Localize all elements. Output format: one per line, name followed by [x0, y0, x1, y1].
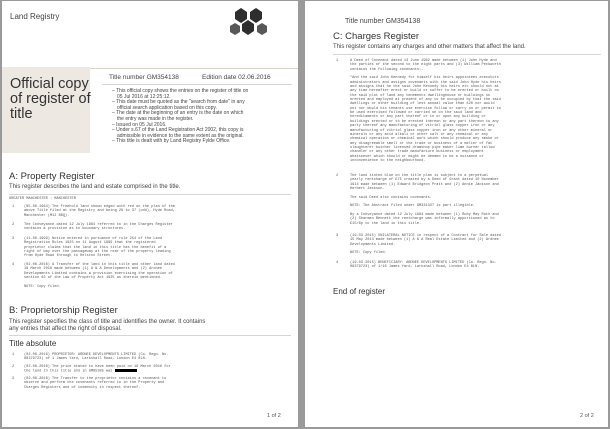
proprietorship-entry: (02.06.2016) The Transfer to the proprietor contains a covenant to observe and perform the covenants referred to in the Property and Charges Registers and of indemnity in respect thereof.	[24, 377, 167, 390]
note-line: the entry was made in the register.	[117, 115, 194, 122]
register-page-1	[2, 1, 298, 427]
charges-entry: (19.03.2015) BENEFICIARY: ARDNEE DEVELOPMENTS LIMITED (Co. Regn. No. 08379723) of 1/16 James Yard, Larkshall Road, London E4 8LN.	[350, 261, 497, 270]
entry-number: 1	[12, 353, 15, 357]
official-copy-title-line: of register of	[10, 91, 91, 107]
note-line: – The date at the beginning of an entry is the date on which	[112, 110, 244, 117]
redaction-mark	[115, 369, 137, 372]
entry-number: 3	[12, 377, 15, 381]
property-register-subtitle: This register describes the land and estate comprised in the title.	[9, 184, 181, 190]
entry-number: 4	[336, 261, 339, 265]
note-line: official search application based on this copy.	[117, 104, 217, 111]
land-registry-logo-icon	[229, 4, 269, 40]
charges-entry: (19.03.2015) UNILATERAL NOTICE in respect of a Contract for Sale dated 15 May 2013 made between (1) A & A Real Estate Limited and (2) Ardnee Developments Limited. NOTE: Copy filed.	[350, 234, 501, 256]
location-line: GREATER MANCHESTER : MANCHESTER	[9, 197, 76, 201]
property-register-heading: A: Property Register	[9, 171, 95, 182]
entry-number: 3	[336, 234, 339, 238]
official-copy-title-line: Official copy	[10, 76, 89, 92]
title-rule	[102, 84, 292, 85]
property-entry: (11.06.1999) Notice entered in pursuance of rule 254 of the Land Registration Rules 1925 on 11 August 1999 that the registered proprietor claims that the land in this title has the benefit of a right of way over the passageway at the rear of the property leading from Hyde Road through to Helston Street.	[24, 237, 171, 259]
end-of-register: End of register	[333, 287, 386, 296]
charges-entry: A Deed of Covenant dated 13 June 1962 made between (1) John Hyde and the parties of the second to the eight parts and (3) William Peckworth contains the following covenants:- "And the said John Kennedy for himself his heirs appointees executors administrators and assigns covenants with the said John Hyde his heirs and assigns that he the said John Kennedy his heirs etc should not at any time hereafter erect or build or suffer to be erected or built on the said plot of land any tenements dwellinghouse or buildings so erected and employed at present of any to be occupied by that the said dwellings or other building of less annual value than £20 nor would not nor would his tenants use exercise follow or carry on or permit to be used exercised followed or carried on on the said land and hereditaments or any part thereof or in or upon any building or buildings erected or to be erected thereon or any part thereon to any party thereof any manufacturing of vitriol glass copper iron or any manufacturing of vitriol glass copper iron or any other mineral or minerals or any acid alkali or other salt or any chemical or any chemical operation or chemical work which should produce any smoke or any disagreeable smell or the trade or business of a melter of fat slaughterer butcher licensed dramshop pipe maker lime burner tallow chandler or any other trade manufacture business or employment whatsoever which should or might be deemed to be a nuisance or inconvenience to the neighbourhood.	[350, 59, 501, 163]
entry-number: 1	[336, 59, 339, 63]
register-page-2	[305, 1, 608, 427]
charges-register-subtitle: This register contains any charges and other matters that affect the land.	[333, 44, 526, 50]
land-registry-brand: Land Registry	[10, 12, 60, 21]
entry-number: 2	[12, 223, 15, 227]
copy-filed-note: NOTE: Copy filed.	[24, 285, 61, 289]
page-number: 1 of 2	[267, 413, 281, 419]
entry-number: 2	[12, 365, 15, 369]
section-rule	[9, 335, 291, 336]
property-entry: The Conveyance dated 12 July 1964 referred to in the Charges Register contains a provision as to boundary structures.	[24, 223, 173, 232]
note-line: admissible in evidence to the same extent as the original.	[117, 132, 244, 139]
property-entry: (02.06.2016) A Transfer of the land in this title and other land dated 18 March 2016 made between (1) A & A Developments and (2) Ardnee Developments Limited contains a provision exercising the operation of section 62 of the Law of Property Act 1925 as therein mentioned.	[24, 263, 175, 281]
charges-register-heading: C: Charges Register	[333, 31, 420, 42]
proprietorship-entry: (02.06.2016) The price stated to have been paid on 18 March 2016 for the land in this title and in GM85385 was	[24, 365, 171, 374]
proprietorship-entry: (02.06.2016) PROPRIETOR: ARDNEE DEVELOPMENTS LIMITED (Co. Regn. No. 08379723) of 1 James Yard, Larkshall Road, London E4 8LN.	[24, 353, 169, 362]
note-line: – Issued on 05 Jul 2016.	[112, 121, 167, 128]
section-rule	[333, 54, 601, 55]
title-number: Title number GM354138	[345, 18, 421, 25]
note-line: – Under s.67 of the Land Registration Act 2002, this copy is	[112, 127, 244, 134]
entry-number: 4	[12, 263, 15, 267]
note-line: – This title is dealt with by Land Registry Fylde Office.	[112, 138, 231, 145]
title-number: Title number GM354138	[109, 74, 179, 81]
note-line: – This date must be quoted as the "search from date" in any	[112, 99, 245, 106]
section-rule	[9, 194, 291, 195]
note-line: 05 Jul 2016 at 12:25:12.	[117, 93, 171, 100]
entry-number: 1	[12, 205, 15, 209]
proprietorship-register-subtitle: This register specifies the class of title and identifies the owner. It contains any entries that affect the right of disposal.	[9, 319, 206, 332]
proprietorship-register-heading: B: Proprietorship Register	[9, 305, 118, 316]
page-number: 2 of 2	[580, 413, 594, 419]
note-line: – This official copy shows the entries on the register of title on	[112, 88, 249, 94]
entry-number: 2	[336, 174, 339, 178]
official-copy-title-line: title	[10, 106, 33, 122]
official-copy-title	[10, 77, 91, 122]
entry-number: 3	[12, 237, 15, 241]
title-class: Title absolute	[9, 339, 57, 348]
property-entry: (05.06.1964) The Freehold land shown edged with red on the plan of the above Title filed at the Registry and being 29 to 37 (odd), Hyde Road, Manchester (M12 6BQ).	[24, 205, 175, 218]
charges-entry: The land tinted blue on the title plan is subject to a perpetual yearly rentcharge of £75 created by a Deed of Grant dated 10 November 1914 made between (1) Edward Bridgeon Pratt and (2) Annie Jackson and Herbert Jackson. The said Deed also contains covenants. NOTE: The Abstract filed under GM331337 is part illegible. By a Conveyance dated 12 July 1964 made between (1) Ruby May Roth and (2) Sharman Bennett the rentcharge was informally apportioned as to £15/6p to the land in this title.	[350, 174, 499, 226]
official-copy-notes	[112, 89, 296, 145]
edition-date: Edition date 02.06.2016	[202, 74, 271, 81]
